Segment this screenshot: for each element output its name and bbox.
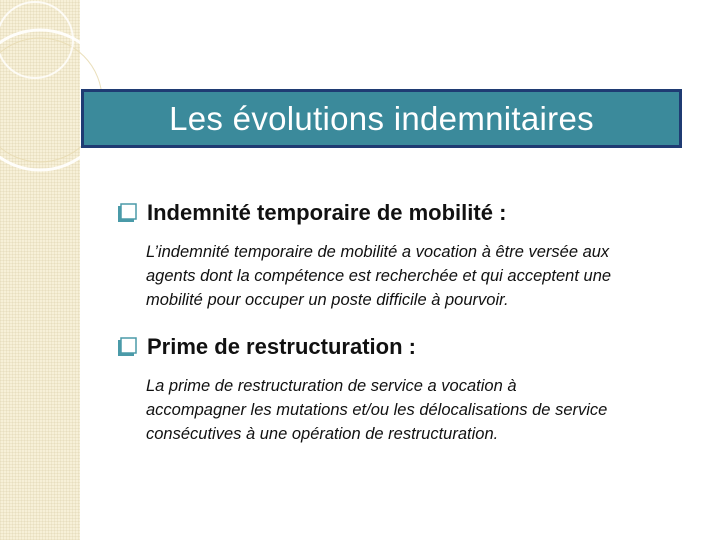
section-heading: Indemnité temporaire de mobilité : — [147, 200, 507, 225]
section-heading: Prime de restructuration : — [147, 334, 416, 359]
paragraph-line: La prime de restructuration de service a vocation à — [146, 377, 517, 395]
section-paragraph — [146, 240, 716, 312]
paragraph-line: consécutives à une opération de restructuration. — [146, 425, 499, 443]
checkbox-bullet-icon — [116, 336, 138, 358]
section-paragraph — [146, 374, 716, 446]
paragraph-line: L’indemnité temporaire de mobilité a vocation à être versée aux — [146, 243, 610, 261]
bullet-heading-mobilite — [116, 200, 506, 226]
title-banner — [81, 89, 682, 148]
bullet-heading-restructuration — [116, 334, 416, 360]
checkbox-bullet-icon — [116, 202, 138, 224]
slide-title: Les évolutions indemnitaires — [169, 99, 594, 137]
paragraph-line: agents dont la compétence est recherchée et qui acceptent une — [146, 267, 612, 285]
paragraph-line: mobilité pour occuper un poste difficile à pourvoir. — [146, 291, 509, 309]
paragraph-line: accompagner les mutations et/ou les délocalisations de service — [146, 401, 608, 419]
